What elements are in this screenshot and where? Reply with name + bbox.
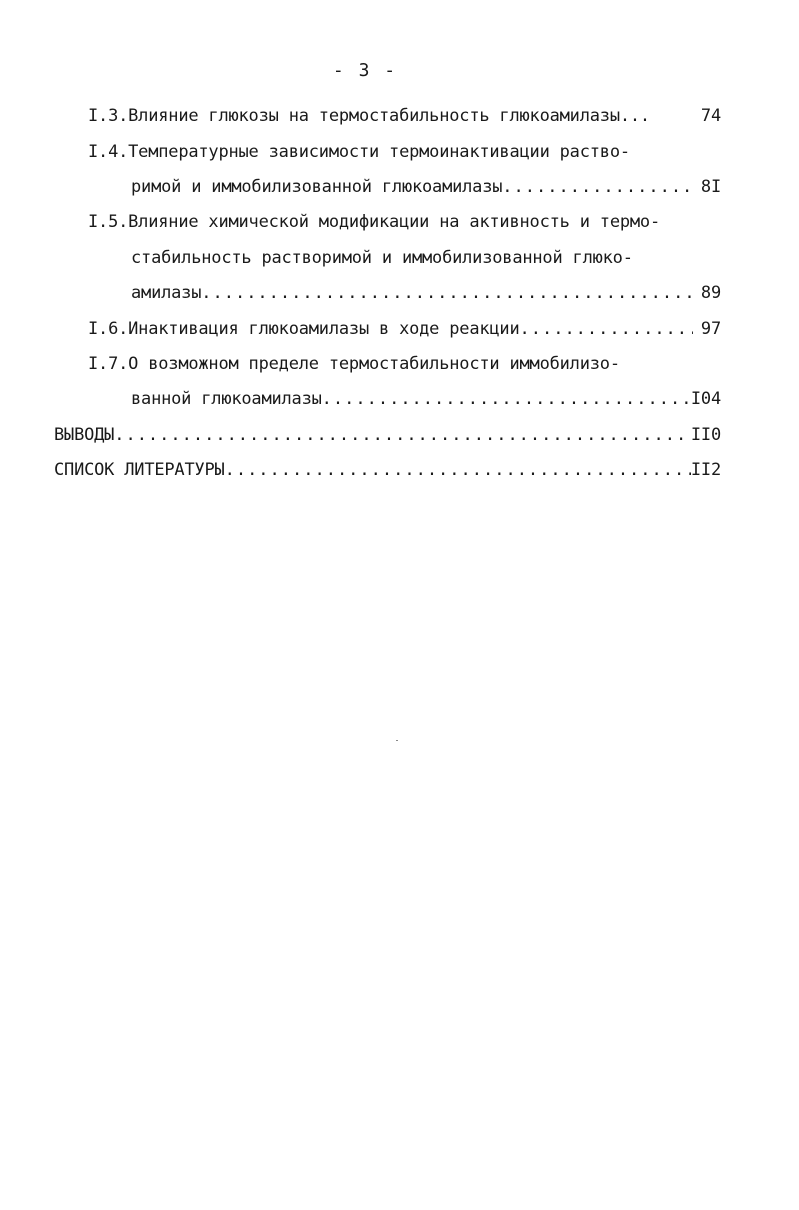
scan-speck <box>396 740 398 741</box>
toc-entry-conclusions <box>54 425 721 445</box>
toc-entry-references <box>54 460 721 480</box>
toc-entry-1-5-line-2: стабильность растворимой и иммобилизованной глюко- <box>131 248 633 268</box>
toc-entry-1-6 <box>88 319 721 339</box>
toc-entry-page: I04 <box>690 389 721 409</box>
dot-leader <box>225 460 691 480</box>
toc-entry-1-5-line-1: I.5.Влияние химической модификации на активность и термо- <box>88 212 660 232</box>
dot-leader <box>322 389 691 409</box>
toc-entry-1-3 <box>88 106 721 126</box>
toc-entry-text: I.3.Влияние глюкозы на термостабильность глюкоамилазы... <box>88 106 650 126</box>
toc-entry-1-4 <box>131 177 721 197</box>
toc-entry-1-4-line-1: I.4.Температурные зависимости термоинактивации раство- <box>88 142 630 162</box>
toc-entry-1-7 <box>131 389 721 409</box>
toc-entry-page: 89 <box>700 283 721 303</box>
toc-entry-page: II2 <box>690 460 721 480</box>
dot-leader <box>520 319 693 339</box>
toc-entry-text: ВЫВОДЫ <box>54 425 115 445</box>
toc-entry-page: 8I <box>700 177 721 197</box>
page-number: - 3 - <box>332 60 398 81</box>
toc-entry-text: римой и иммобилизованной глюкоамилазы <box>131 177 503 197</box>
toc-entry-text: I.6.Инактивация глюкоамилазы в ходе реакции <box>88 319 520 339</box>
toc-entry-1-5 <box>131 283 721 303</box>
toc-entry-page: 97 <box>700 319 721 339</box>
toc-entry-text: ванной глюкоамилазы <box>131 389 322 409</box>
toc-entry-text: амилазы <box>131 283 202 303</box>
dot-leader <box>502 177 693 197</box>
toc-entry-page: 74 <box>700 106 721 126</box>
dot-leader <box>201 283 693 303</box>
toc-entry-text: СПИСОК ЛИТЕРАТУРЫ <box>54 460 225 480</box>
toc-entry-page: II0 <box>690 425 721 445</box>
toc-entry-1-7-line-1: I.7.О возможном пределе термостабильности иммобилизо- <box>88 354 620 374</box>
dot-leader <box>114 425 691 445</box>
